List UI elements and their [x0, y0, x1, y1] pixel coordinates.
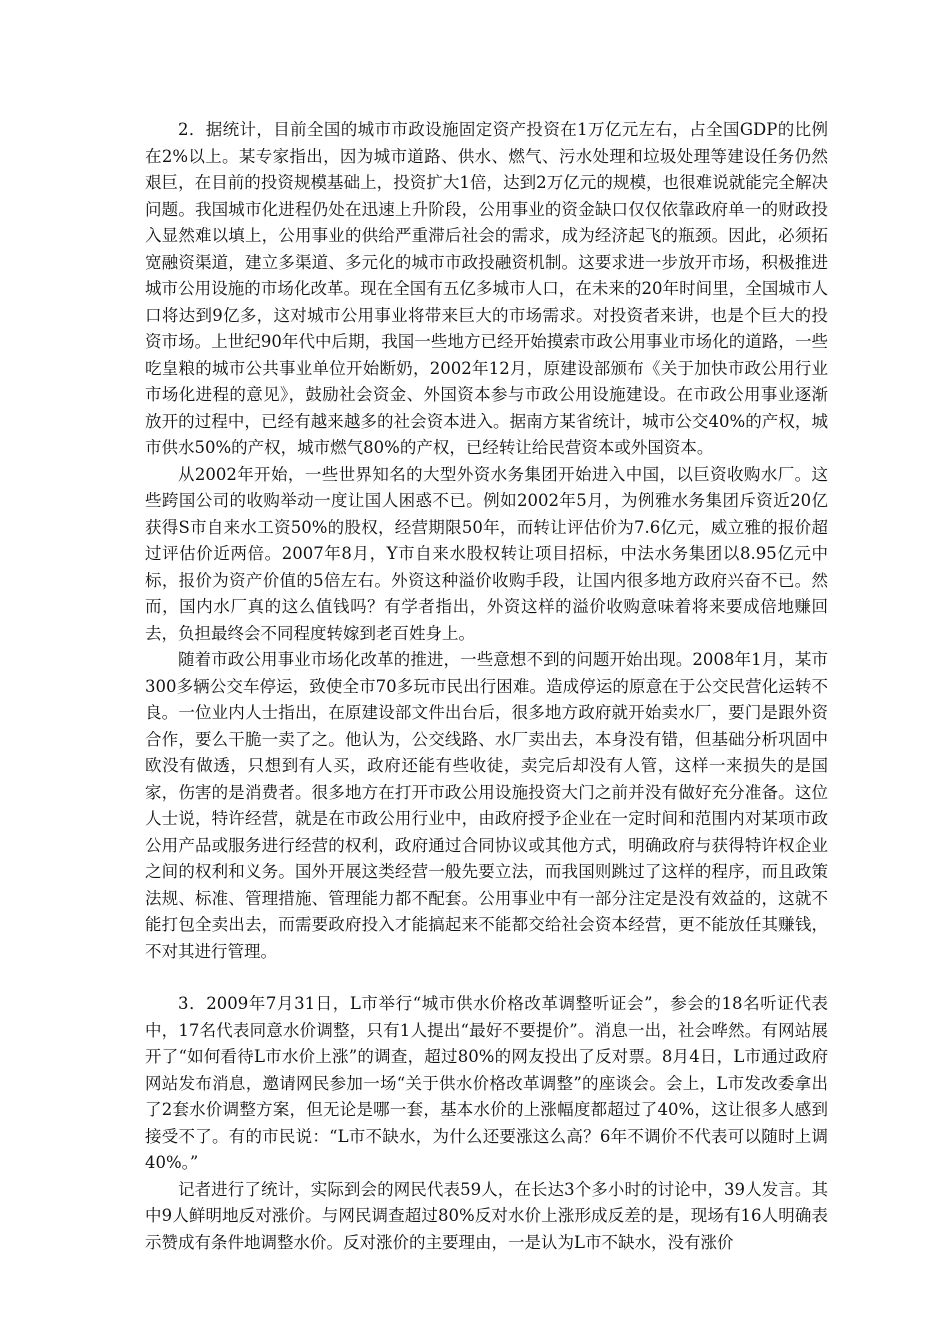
- section-3: [145, 991, 828, 1256]
- paragraph-2-foreign-water: 从2002年开始，一些世界知名的大型外资水务集团开始进入中国，以巨资收购水厂。这些跨国公司的收购举动一度让国人困惑不已。例如2002年5月，为例雅水务集团斥资近20亿获得S市自来水工资50%的股权，经营期限50年，而转让评估价为7.6亿元，威立雅的报价超过评估价近两倍。2007年8月，Y市自来水股权转让项目招标，中法水务集团以8.95亿元中标，报价为资产价值的5倍左右。外资这种溢价收购手段，让国内很多地方政府兴奋不已。然而，国内水厂真的这么值钱吗？有学者指出，外资这样的溢价收购意味着将来要成倍地赚回去，负担最终会不同程度转嫁到老百姓身上。: [145, 464, 828, 643]
- paragraph-2-problems: 随着市政公用事业市场化改革的推进，一些意想不到的问题开始出现。2008年1月，某市300多辆公交车停运，致使全市70多玩市民出行困难。造成停运的原意在于公交民营化运转不良。一位业内人士指出，在原建设部文件出台后，很多地方政府就开始卖水厂，要门是跟外资合作，要么干脆一卖了之。他认为，公交线路、水厂卖出去，本身没有错，但基础分析巩固中欧没有做透，只想到有人买，政府还能有些收徒，卖完后却没有人管，这样一来损失的是国家，伤害的是消费者。很多地方在打开市政公用设施投资大门之前并没有做好充分准备。这位人士说，特许经营，就是在市政公用行业中，由政府授予企业在一定时间和范围内对某项市政公用产品或服务进行经营的权利，政府通过合同协议或其他方式，明确政府与获得特许权企业之间的权利和义务。国外开展这类经营一般先要立法，而我国则跳过了这样的程序，而且政策法规、标准、管理措施、管理能力都不配套。公用事业中有一部分注定是没有效益的，这就不能打包全卖出去，而需要政府投入才能搞起来不能都交给社会资本经营，更不能放任其赚钱，不对其进行管理。: [145, 650, 828, 961]
- paragraph-3-statistics: 记者进行了统计，实际到会的网民代表59人，在长达3个多小时的讨论中，39人发言。其中9人鲜明地反对涨价。与网民调查超过80%反对水价上涨形成反差的是，现场有16人明确表示赞成有条件地调整水价。反对涨价的主要理由，一是认为L市不缺水，没有涨价: [145, 1179, 828, 1252]
- document-page: [145, 117, 828, 1256]
- section-divider-gap: [145, 965, 828, 991]
- paragraph-3-hearing: 3．2009年7月31日，L市举行“城市供水价格改革调整听证会”，参会的18名听证代表中，17名代表同意水价调整，只有1人提出“最好不要提价”。消息一出，社会哗然。有网站展开了“如何看待L市水价上涨”的调查，超过80%的网友投出了反对票。8月4日，L市通过政府网站发布消息，邀请网民参加一场“关于供水价格改革调整”的座谈会。会上，L市发改委拿出了2套水价调整方案，但无论是哪一套，基本水价的上涨幅度都超过了40%，这让很多人感到接受不了。有的市民说：“L市不缺水，为什么还要涨这么高？6年不调价不代表可以随时上调40%。”: [145, 994, 828, 1172]
- paragraph-2-intro: 2．据统计，目前全国的城市市政设施固定资产投资在1万亿元左右，占全国GDP的比例在2%以上。某专家指出，因为城市道路、供水、燃气、污水处理和垃圾处理等建设任务仍然艰巨，在目前的投资规模基础上，投资扩大1倍，达到2万亿元的规模，也很难说就能完全解决问题。我国城市化进程仍处在迅速上升阶段，公用事业的资金缺口仅仅依靠政府单一的财政投入显然难以填上，公用事业的供给严重滞后社会的需求，成为经济起飞的瓶颈。因此，必须拓宽融资渠道，建立多渠道、多元化的城市市政投融资机制。这要求进一步放开市场，积极推进城市公用设施的市场化改革。现在全国有五亿多城市人口，在未来的20年时间里，全国城市人口将达到9亿多，这对城市公用事业将带来巨大的市场需求。对投资者来讲，也是个巨大的投资市场。上世纪90年代中后期，我国一些地方已经开始摸索市政公用事业市场化的道路，一些吃皇粮的城市公共事业单位开始断奶，2002年12月，原建设部颁布《关于加快市政公用行业市场化进程的意见》，鼓励社会资金、外国资本参与市政公用设施建设。在市政公用事业逐渐放开的过程中，已经有越来越多的社会资本进入。据南方某省统计，城市公交40%的产权，城市供水50%的产权，城市燃气80%的产权，已经转让给民营资本或外国资本。: [145, 120, 828, 457]
- section-2: [145, 117, 828, 965]
